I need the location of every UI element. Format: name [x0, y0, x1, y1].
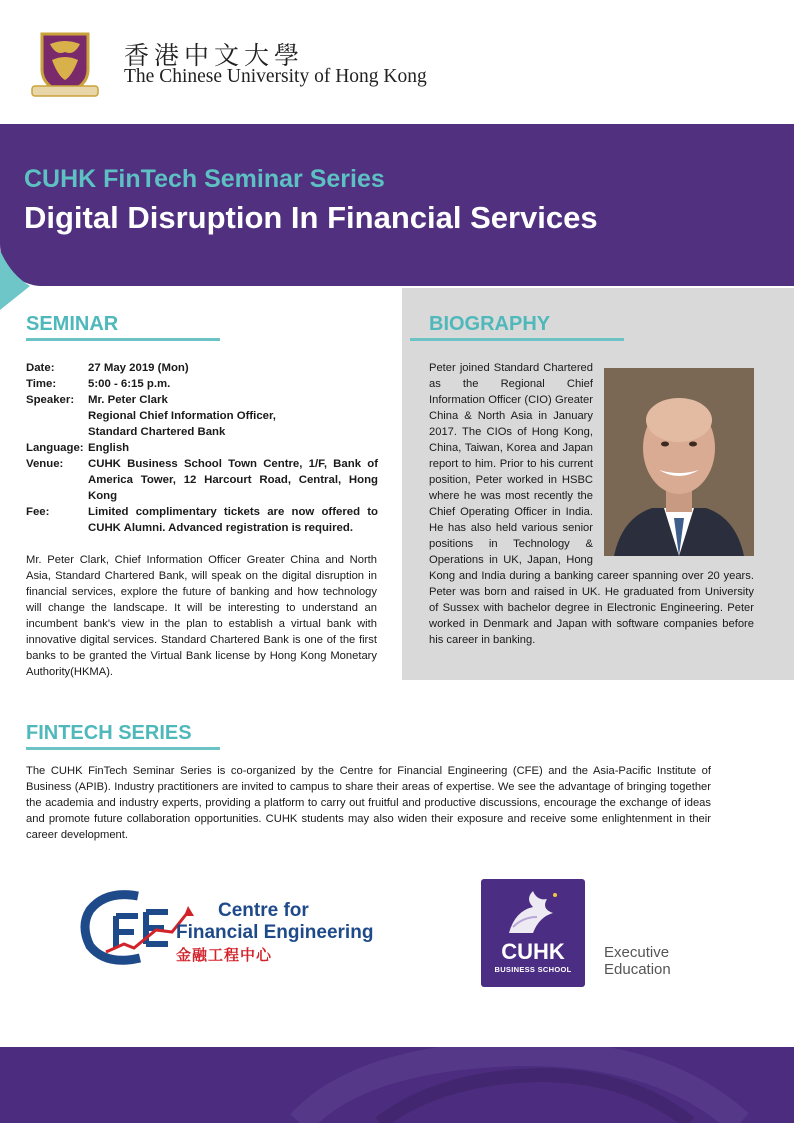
speaker-row — [26, 392, 378, 408]
fintech-heading-rule — [26, 747, 220, 750]
page-title: Digital Disruption In Financial Services — [24, 200, 598, 235]
spacer — [26, 408, 88, 424]
biography-heading-rule — [410, 338, 624, 341]
biography-text: Peter joined Standard Chartered as the Regional Chief Information Officer (CIO) Greater China & North Asia in January 2017. The CIOs of Hong Kong, China, Taiwan, Korea and Japan report to him. Prior to his current position, Peter worked in HSBC where he was most recently the Chief Operating Officer in India. He has also held various senior positions in Technology & Operations in UK, Japan, Hong Kong and India during a banking career spanning over 20 years. Peter was born and raised in UK. He graduated from University of Sussex with bachelor degree in Electronic Engineering. Peter worked in Denmark and Japan with software companies before his career in banking. — [429, 362, 754, 646]
cfe-name-chinese: 金融工程中心 — [176, 947, 273, 964]
fintech-series-description: The CUHK FinTech Seminar Series is co-organized by the Centre for Financial Engineering (CFE) and the Asia-Pacific Institute of Business (APIB). Industry practitioners are invited to campus to share their areas of expertise. We see the advantage of bringing together the academia and industry experts, providing a platform to carry out fruitful and productive discussions, encourage the exchange of ideas and promote future collaboration opportunities. CUHK students may also widen their exposure and receive some enlightenment in their career development. — [26, 765, 711, 841]
cfe-name-line2: Financial Engineering — [176, 922, 374, 943]
venue-value: CUHK Business School Town Centre, 1/F, Bank of America Tower, 12 Harcourt Road, Central, Hong Kong — [88, 458, 378, 502]
seminar-description: Mr. Peter Clark, Chief Information Officer Greater China and North Asia, Standard Chartered Bank, will speak on the digital disruption in financial services, explore the future of banking and how technology will change the landscape. It will be interesting to understand an incumbent bank's view in the plan to establish a virtual bank with innovative digital services. Standard Chartered Bank is one of the first banks to be granted the Virtual Bank license by Hong Kong Monetary Authority(HKMA). — [26, 554, 377, 678]
speaker-name: Mr. Peter Clark — [88, 394, 168, 406]
cuhk-business-school-logo — [481, 879, 585, 987]
biography-block — [429, 360, 754, 648]
speaker-title-row — [26, 408, 378, 424]
cfe-logo — [76, 886, 416, 968]
seminar-series-title: CUHK FinTech Seminar Series — [24, 165, 385, 193]
biography-heading: BIOGRAPHY — [429, 313, 551, 335]
date-value: 27 May 2019 (Mon) — [88, 362, 189, 374]
speaker-org-row — [26, 424, 378, 440]
fintech-series-heading: FINTECH SERIES — [26, 722, 192, 744]
fee-row — [26, 504, 378, 536]
speaker-title: Regional Chief Information Officer, — [88, 410, 276, 422]
spacer — [26, 424, 88, 440]
time-label: Time: — [26, 378, 57, 390]
banner-accent-curve — [0, 250, 30, 310]
cuhk-crest-logo — [30, 30, 100, 98]
speaker-org: Standard Chartered Bank — [88, 426, 226, 438]
executive-label: Executive — [604, 944, 670, 961]
venue-row — [26, 456, 378, 504]
fee-value: Limited complimentary tickets are now offered to CUHK Alumni. Advanced registration is required. — [88, 506, 378, 534]
cfe-name-line1: Centre for — [218, 900, 309, 921]
cuhk-wordmark: CUHK — [501, 939, 565, 964]
university-name-chinese: 香港中文大學 — [124, 41, 305, 70]
language-label: Language: — [26, 442, 84, 454]
date-row — [26, 360, 378, 376]
seminar-heading-rule — [26, 338, 220, 341]
fee-label: Fee: — [26, 506, 50, 518]
time-row — [26, 376, 378, 392]
time-value: 5:00 - 6:15 p.m. — [88, 378, 171, 390]
university-name-english: The Chinese University of Hong Kong — [124, 66, 427, 87]
education-label: Education — [604, 961, 671, 978]
language-row — [26, 440, 378, 456]
speaker-photo — [604, 368, 754, 556]
date-label: Date: — [26, 362, 55, 374]
footer-band — [0, 1047, 794, 1123]
seminar-heading: SEMINAR — [26, 313, 119, 335]
business-school-wordmark: BUSINESS SCHOOL — [494, 965, 572, 974]
speaker-label: Speaker: — [26, 394, 75, 406]
phoenix-icon — [503, 887, 563, 939]
executive-education-label — [604, 944, 671, 978]
seminar-details — [26, 360, 378, 536]
language-value: English — [88, 442, 130, 454]
venue-label: Venue: — [26, 458, 64, 470]
